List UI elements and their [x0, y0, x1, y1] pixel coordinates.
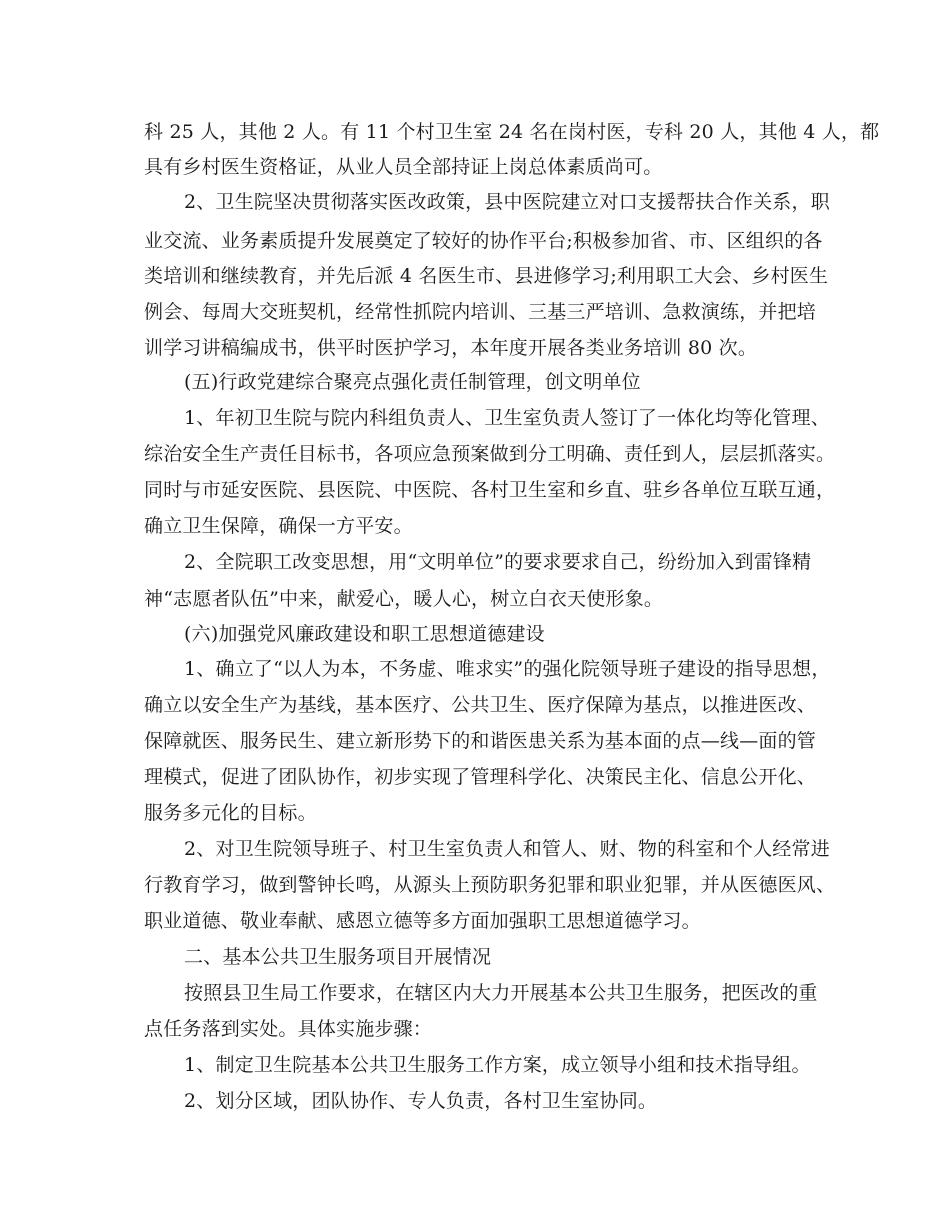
text-line: 服务多元化的目标。 — [144, 802, 317, 824]
text-line: 行教育学习，做到警钟长鸣，从源头上预防职务犯罪和职业犯罪，并从医德医风、 — [144, 874, 836, 896]
text-line: 业交流、业务素质提升发展奠定了较好的协作平台;积极参加省、市、区组织的各 — [144, 230, 823, 252]
text-line: 具有乡村医生资格证，从业人员全部持证上岗总体素质尚可。 — [144, 156, 663, 178]
text-line: 类培训和继续教育，并先后派 4 名医生市、县进修学习;利用职工大会、乡村医生 — [144, 265, 829, 287]
text-line: 2、卫生院坚决贯彻落实医改政策，县中医院建立对口支援帮扶合作关系，职 — [184, 191, 830, 213]
section-heading: (五)行政党建综合聚亮点强化责任制管理，创文明单位 — [184, 371, 641, 393]
text-line: 2、对卫生院领导班子、村卫生室负责人和管人、财、物的科室和个人经常进 — [184, 838, 830, 860]
text-line: 训学习讲稿编成书，供平时医护学习，本年度开展各类业务培训 80 次。 — [144, 337, 758, 359]
text-line: 确立以安全生产为基线，基本医疗、公共卫生、医疗保障为基点，以推进医改、 — [144, 694, 817, 716]
text-line: 理模式，促进了团队协作，初步实现了管理科学化、决策民主化、信息公开化、 — [144, 766, 817, 788]
text-line: 点任务落到实处。具体实施步骤： — [144, 1018, 433, 1040]
text-line: 神“志愿者队伍”中来，献爱心，暖人心，树立白衣天使形象。 — [144, 588, 664, 610]
text-line: 按照县卫生局工作要求，在辖区内大力开展基本公共卫生服务，把医改的重 — [184, 982, 818, 1004]
text-line: 保障就医、服务民生、建立新形势下的和谐医患关系为基本面的点—线—面的管 — [144, 730, 817, 752]
text-line: 例会、每周大交班契机，经常性抓院内培训、三基三严培训、急救演练，并把培 — [144, 301, 817, 323]
text-line: 1、确立了“以人为本，不务虚、唯求实”的强化院领导班子建设的指导思想， — [184, 658, 831, 680]
section-heading: (六)加强党风廉政建设和职工思想道德建设 — [184, 623, 545, 645]
text-line: 确立卫生保障，确保一方平安。 — [144, 515, 413, 537]
text-line: 2、全院职工改变思想，用“文明单位”的要求要求自己，纷纷加入到雷锋精 — [184, 551, 812, 573]
text-line: 职业道德、敬业奉献、感恩立德等多方面加强职工思想道德学习。 — [144, 910, 701, 932]
section-heading: 二、基本公共卫生服务项目开展情况 — [184, 946, 492, 968]
text-line: 1、年初卫生院与院内科组负责人、卫生室负责人签订了一体化均等化管理、 — [184, 407, 830, 429]
text-line: 2、划分区域，团队协作、专人负责，各村卫生室协同。 — [184, 1090, 658, 1112]
text-line: 综治安全生产责任目标书，各项应急预案做到分工明确、责任到人，层层抓落实。 — [144, 443, 836, 465]
text-line: 科 25 人，其他 2 人。有 11 个村卫生室 24 名在岗村医，专科 20 人，其他 4 人，都 — [144, 121, 880, 143]
text-line: 1、制定卫生院基本公共卫生服务工作方案，成立领导小组和技术指导组。 — [184, 1054, 811, 1076]
text-line: 同时与市延安医院、县医院、中医院、各村卫生室和乡直、驻乡各单位互联互通， — [144, 479, 836, 501]
